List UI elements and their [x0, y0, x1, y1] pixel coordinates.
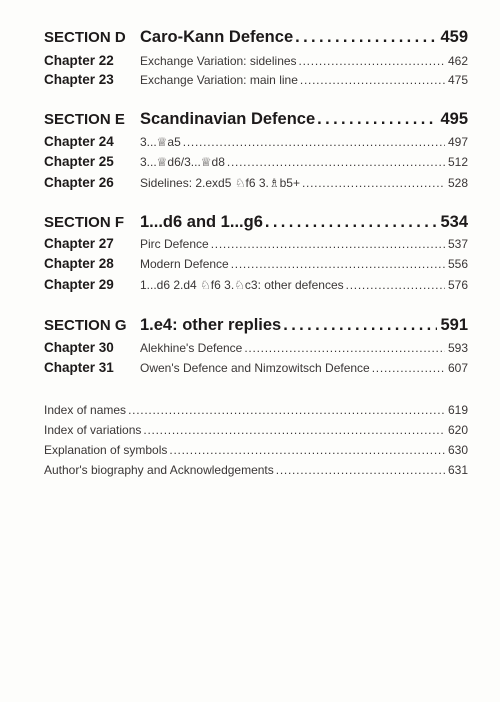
chapter-label: Chapter 30: [44, 340, 114, 355]
chapter-entry: [44, 154, 468, 169]
chapter-entry: [44, 340, 468, 355]
chapter-entry: [44, 360, 468, 375]
dot-leader: [274, 463, 445, 477]
section-heading: [44, 110, 468, 129]
chapter-title: Alekhine's Defence: [140, 341, 243, 355]
chapter-entry: [44, 53, 468, 68]
section-page: 591: [440, 316, 468, 334]
chapter-entry: [44, 277, 468, 292]
dot-leader: [281, 316, 437, 335]
section-heading: [44, 213, 468, 232]
index-entry: [44, 423, 468, 437]
dot-leader: [242, 341, 445, 355]
dot-leader: [181, 135, 445, 149]
chapter-entry: [44, 256, 468, 271]
section-title: Scandinavian Defence: [140, 110, 316, 128]
index-entry: [44, 403, 468, 417]
dot-leader: [225, 155, 445, 169]
index-entry: [44, 443, 468, 457]
chapter-page: 607: [447, 361, 468, 375]
dot-leader: [344, 278, 445, 292]
index-page: 620: [447, 423, 468, 437]
section-page: 459: [440, 28, 468, 46]
dot-leader: [293, 28, 437, 47]
chapter-entry: [44, 72, 468, 87]
dot-leader: [167, 443, 445, 457]
chapter-label: Chapter 27: [44, 236, 114, 251]
dot-leader: [229, 257, 445, 271]
section-heading: [44, 316, 468, 335]
chapter-label: Chapter 24: [44, 134, 114, 149]
chapter-page: 512: [447, 155, 468, 169]
chapter-page: 593: [447, 341, 468, 355]
section-label: SECTION E: [44, 111, 125, 128]
section-page: 534: [440, 213, 468, 231]
index-title: Author's biography and Acknowledgements: [44, 463, 274, 477]
chapter-page: 556: [447, 257, 468, 271]
chapter-page: 497: [447, 135, 468, 149]
chapter-title: Modern Defence: [140, 257, 229, 271]
chapter-title: Owen's Defence and Nimzowitsch Defence: [140, 361, 370, 375]
chapter-entry: [44, 175, 468, 190]
section-heading: [44, 28, 468, 47]
index-entry: [44, 463, 468, 477]
section-title: 1...d6 and 1...g6: [140, 213, 263, 231]
index-title: Index of names: [44, 403, 127, 417]
section-title: 1.e4: other replies: [140, 316, 282, 334]
index-page: 619: [447, 403, 468, 417]
chapter-entry: [44, 134, 468, 149]
chapter-page: 475: [447, 73, 468, 87]
index-page: 630: [447, 443, 468, 457]
chapter-title: 3...♕a5: [140, 135, 181, 149]
chapter-label: Chapter 22: [44, 53, 114, 68]
chapter-title: Exchange Variation: main line: [140, 73, 298, 87]
dot-leader: [263, 213, 438, 232]
dot-leader: [141, 423, 445, 437]
chapter-page: 528: [447, 176, 468, 190]
dot-leader: [315, 110, 437, 129]
section-page: 495: [440, 110, 468, 128]
chapter-title: Sidelines: 2.exd5 ♘f6 3.♗b5+: [140, 176, 300, 190]
chapter-title: 1...d6 2.d4 ♘f6 3.♘c3: other defences: [140, 278, 344, 292]
chapter-title: 3...♕d6/3...♕d8: [140, 155, 225, 169]
chapter-label: Chapter 29: [44, 277, 114, 292]
dot-leader: [298, 73, 445, 87]
chapter-label: Chapter 26: [44, 175, 114, 190]
dot-leader: [209, 237, 445, 251]
index-page: 631: [447, 463, 468, 477]
section-label: SECTION D: [44, 29, 126, 46]
chapter-entry: [44, 236, 468, 251]
chapter-title: Exchange Variation: sidelines: [140, 54, 297, 68]
dot-leader: [126, 403, 445, 417]
chapter-page: 576: [447, 278, 468, 292]
index-title: Explanation of symbols: [44, 443, 168, 457]
chapter-label: Chapter 31: [44, 360, 114, 375]
chapter-page: 537: [447, 237, 468, 251]
chapter-label: Chapter 28: [44, 256, 114, 271]
chapter-label: Chapter 23: [44, 72, 114, 87]
chapter-title: Pirc Defence: [140, 237, 209, 251]
chapter-page: 462: [447, 54, 468, 68]
chapter-label: Chapter 25: [44, 154, 114, 169]
section-label: SECTION F: [44, 214, 125, 231]
dot-leader: [297, 54, 445, 68]
section-title: Caro-Kann Defence: [140, 28, 294, 46]
dot-leader: [300, 176, 445, 190]
dot-leader: [370, 361, 445, 375]
section-label: SECTION G: [44, 317, 127, 334]
index-title: Index of variations: [44, 423, 142, 437]
